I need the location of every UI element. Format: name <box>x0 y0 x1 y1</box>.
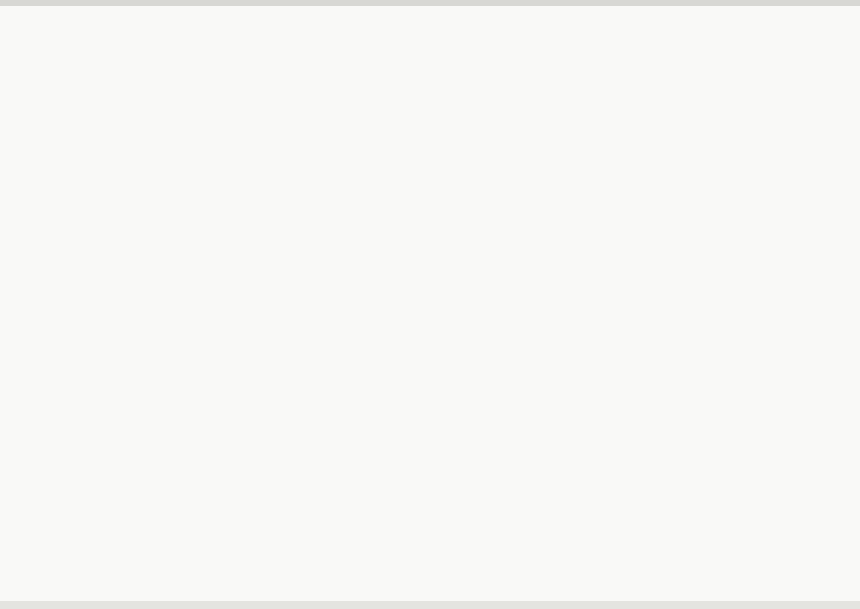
scan-edge-top <box>0 0 860 6</box>
scan-edge-bottom <box>0 601 860 609</box>
